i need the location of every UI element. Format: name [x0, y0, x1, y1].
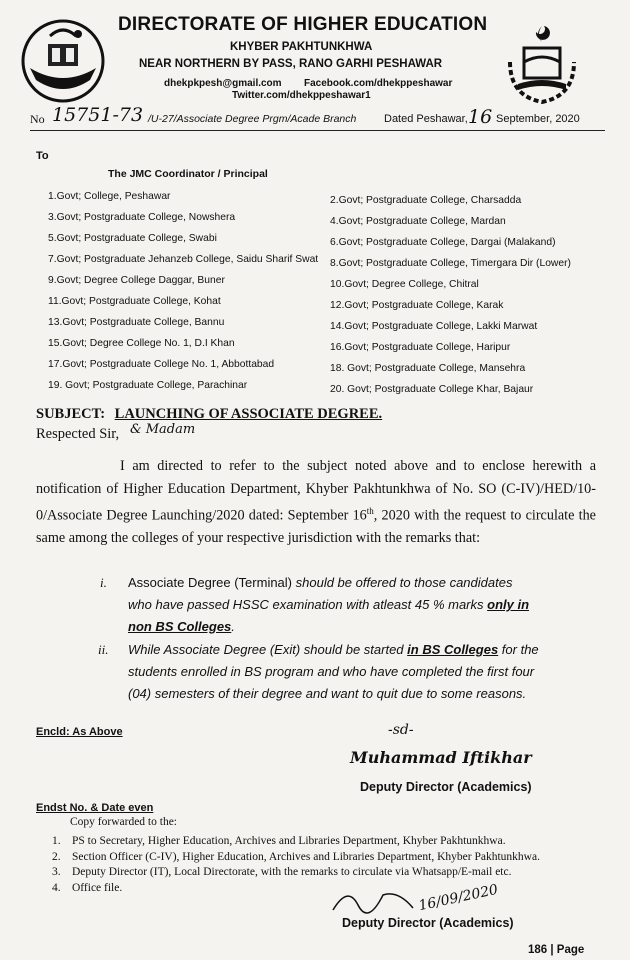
dated-label: Dated Peshawar,: [384, 113, 468, 125]
page-number: [528, 944, 584, 956]
subject-line: [36, 406, 382, 423]
subject-text: LAUNCHING OF ASSOCIATE DEGREE.: [114, 406, 383, 422]
cc-item-text: Deputy Director (IT), Local Directorate, with the remarks to circulate via Whatsapp/E-mail etc.: [72, 866, 512, 878]
list-item: 17.Govt; Postgraduate College No. 1, Abbottabad: [48, 359, 275, 370]
reference-no-handwritten: 15751-73: [52, 104, 144, 126]
list-item: 1.Govt; College, Peshawar: [48, 191, 171, 202]
remark-1-part-a: Associate Degree (Terminal): [128, 575, 296, 590]
cc-item-text: PS to Secretary, Higher Education, Archives and Libraries Department, Khyber Pakhtunkhwa.: [72, 835, 506, 847]
list-item: 20. Govt; Postgraduate College Khar, Bajaur: [330, 384, 534, 395]
remark-2-num: ii.: [98, 642, 109, 657]
subject-label: SUBJECT:: [36, 406, 106, 422]
college-list-left: [48, 191, 318, 401]
remark-1-num: i.: [100, 575, 107, 590]
deputy-director-designation-2: Deputy Director (Academics): [342, 916, 514, 930]
signature-mark: -sd-: [388, 722, 414, 738]
reference-line: [30, 104, 605, 131]
remark-1-part-d: .: [231, 619, 235, 634]
list-item: [52, 850, 612, 866]
list-item: 2.Govt; Postgraduate College, Charsadda: [330, 195, 522, 206]
list-item: 10.Govt; Degree College, Chitral: [330, 279, 479, 290]
cc-num: 4.: [52, 881, 61, 894]
cc-num: 1.: [52, 835, 61, 847]
remark-2-part-a: While Associate Degree (Exit) should be started: [128, 642, 408, 657]
remark-1: [128, 572, 538, 638]
list-item: [52, 834, 612, 850]
list-item: 18. Govt; Postgraduate College, Mansehra: [330, 363, 526, 374]
body-text-sup: th: [366, 506, 374, 516]
addressee: The JMC Coordinator / Principal: [108, 168, 268, 180]
remark-1-part-c: only in non BS Colleges: [128, 597, 530, 634]
date-month-year: September, 2020: [496, 113, 580, 125]
list-item: 7.Govt; Postgraduate Jehanzeb College, Saidu Sharif Swat: [48, 254, 319, 265]
list-item: 14.Govt; Postgraduate College, Lakki Marwat: [330, 321, 538, 332]
deputy-director-designation: Deputy Director (Academics): [360, 780, 532, 794]
list-item: [52, 865, 612, 881]
address-line: NEAR NORTHERN BY PASS, RANO GARHI PESHAWAR: [139, 58, 443, 70]
body-text-b: , 2020 with the request to circulate the same among the colleges of your respective jurisdiction with the remarks that:: [36, 507, 596, 547]
list-item: 15.Govt; Degree College No. 1, D.I Khan: [48, 338, 235, 349]
body-text-a: I am directed to refer to the subject noted above and to enclose herewith a notification of Higher Education Department, Khyber Pakhtunkhwa of No. SO (C-IV)/HED/10-0/Associate Degree Launching/2020 dated: September 16: [36, 458, 596, 524]
cc-num: 2.: [52, 850, 61, 863]
college-list-right: [330, 195, 571, 405]
remark-2-part-b: in BS Colleges: [407, 642, 499, 657]
page-num-value: 186: [528, 944, 548, 956]
list-item: 19. Govt; Postgraduate College, Parachinar: [48, 380, 248, 391]
cc-item-text: Office file.: [72, 881, 123, 894]
cc-item-text: Section Officer (C-IV), Higher Education, Archives and Libraries Department, Khyber Pakhtunkhwa.: [72, 850, 540, 863]
directorate-title: DIRECTORATE OF HIGHER EDUCATION: [118, 14, 488, 35]
list-item: 16.Govt; Postgraduate College, Haripur: [330, 342, 511, 353]
list-item: 9.Govt; Degree College Daggar, Buner: [48, 275, 225, 286]
reference-branch: /U-27/Associate Degree Prgm/Acade Branch: [148, 113, 357, 125]
twitter-text: Twitter.com/dhekppeshawar1: [232, 90, 371, 101]
remark-2-part-c: for the students enrolled in BS program and who have completed the first four (04) semesters of their degree and want to quit due to some reasons.: [128, 642, 539, 701]
list-item: 5.Govt; Postgraduate College, Swabi: [48, 233, 217, 244]
higher-education-emblem: [500, 22, 584, 106]
list-item: 13.Govt; Postgraduate College, Bannu: [48, 317, 225, 328]
list-item: 12.Govt; Postgraduate College, Karak: [330, 300, 504, 311]
endorsement-heading: Endst No. & Date even: [36, 802, 154, 814]
cc-num: 3.: [52, 866, 61, 878]
email-text: dhekpkpesh@gmail.com: [164, 78, 282, 89]
salutation: Respected Sir,: [36, 426, 120, 442]
facebook-text: Facebook.com/dhekppeshawar: [304, 78, 453, 89]
list-item: 4.Govt; Postgraduate College, Mardan: [330, 216, 506, 227]
enclosure-note: Encld: As Above: [36, 726, 123, 738]
list-item: 3.Govt; Postgraduate College, Nowshera: [48, 212, 236, 223]
remark-2: [128, 639, 540, 705]
list-item: 6.Govt; Postgraduate College, Dargai (Malakand): [330, 237, 556, 248]
body-paragraph: [36, 455, 596, 550]
handwritten-date: 16/09/2020: [417, 881, 500, 915]
date-day-handwritten: 16: [468, 106, 493, 128]
signature-name-handwritten: Muhammad Iftikhar: [350, 748, 532, 767]
list-item: 8.Govt; Postgraduate College, Timergara Dir (Lower): [330, 258, 571, 269]
list-item: 11.Govt; Postgraduate College, Kohat: [48, 296, 221, 307]
to-label: To: [36, 150, 49, 162]
salutation-handwritten: & Madam: [130, 422, 196, 437]
reference-no-label: No: [30, 112, 45, 126]
page-label: | Page: [550, 944, 585, 956]
initials-scribble: [328, 880, 418, 920]
province-line: KHYBER PAKHTUNKHWA: [230, 41, 373, 53]
kp-government-emblem: [20, 18, 106, 104]
copy-forwarded-intro: Copy forwarded to the:: [70, 816, 177, 828]
remark-1-part-b: should be offered to those candidates who have passed HSSC examination with atleast 45 % marks: [128, 575, 513, 612]
